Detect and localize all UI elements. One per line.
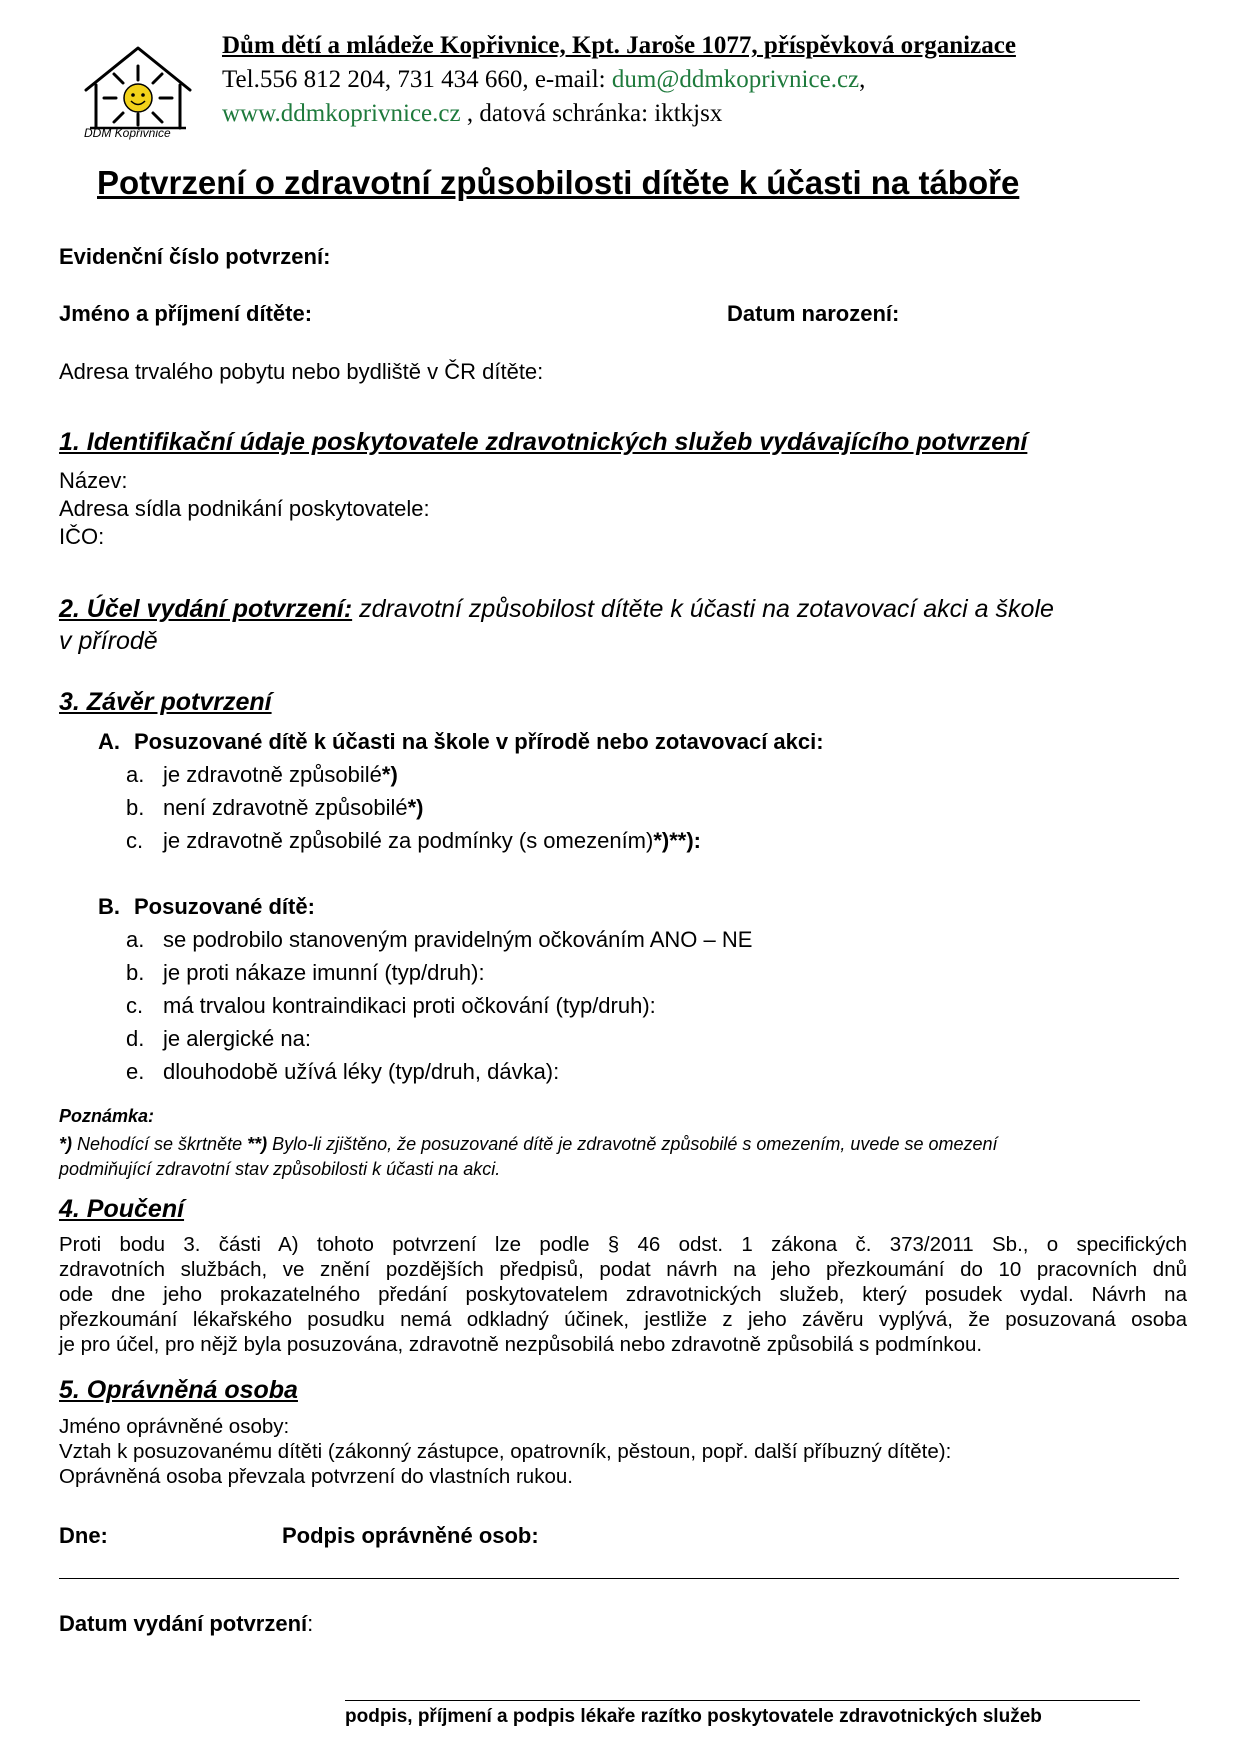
section2-text: zdravotní způsobilost dítěte k účasti na zotavovací akci a škole <box>352 595 1054 623</box>
section2-heading: 2. Účel vydání potvrzení: <box>59 595 353 623</box>
issue-date-colon: : <box>307 1611 314 1636</box>
item-suffix: *) <box>381 762 398 787</box>
item-text: není zdravotně způsobilé <box>163 795 408 820</box>
section4-heading: 4. Poučení <box>59 1195 185 1223</box>
email-link[interactable]: dum@ddmkoprivnice.cz <box>611 66 860 93</box>
address-label: Adresa trvalého pobytu nebo bydliště v ČR dítěte: <box>59 359 544 384</box>
section3-a-item <box>163 827 701 855</box>
section5-heading: 5. Oprávněná osoba <box>59 1376 298 1404</box>
section3-b-item: má trvalou kontraindikaci proti očkování (typ/druh): <box>163 993 656 1018</box>
signature-line <box>59 1578 1179 1579</box>
paragraph-line: Proti bodu 3. části A) tohoto potvrzení lze podle § 46 odst. 1 zákona č. 373/2011 Sb., o specifických <box>59 1233 1187 1256</box>
section3-a-item-marker: c. <box>126 828 144 853</box>
page-title: Potvrzení o zdravotní způsobilosti dítěte k účasti na táboře <box>97 164 1020 201</box>
doctor-signature-line <box>345 1700 1140 1701</box>
section5-lines <box>59 1414 951 1489</box>
databox-text: , datová schránka: iktkjsx <box>460 100 723 127</box>
paragraph-line: přezkoumání lékařského posudku nemá odkladný účinek, jestliže z jeho závěru vyplývá, že posuzovaná osoba <box>59 1308 1187 1331</box>
org-name: Dům dětí a mládeže Kopřivnice, Kpt. Jaroše 1077, příspěvková organizace <box>222 32 1016 59</box>
item-suffix: *) <box>407 795 424 820</box>
logo-caption: DDM Kopřivnice <box>84 126 171 140</box>
section3-a-item <box>163 794 424 822</box>
section3-b-item-marker: a. <box>126 927 145 952</box>
section3-a-item <box>163 761 398 789</box>
birth-date-label: Datum narození: <box>727 301 900 326</box>
item-suffix: *)**): <box>653 828 702 853</box>
section3-a-item-marker: a. <box>126 762 145 787</box>
received-statement: Oprávněná osoba převzala potvrzení do vlastních rukou. <box>59 1465 573 1488</box>
issue-date-label <box>59 1610 313 1638</box>
paragraph-line: ode dne jeho prokazatelného předání poskytovatelem zdravotnických služeb, který posudek vydal. Návrh na <box>59 1283 1187 1306</box>
org-contact <box>222 66 865 94</box>
issue-date-text: Datum vydání potvrzení <box>59 1611 308 1636</box>
note-text: Bylo-li zjištěno, že posuzované dítě je zdravotně způsobilé s omezením, uvede se omezení <box>267 1134 998 1154</box>
note-label: Poznámka: <box>59 1106 155 1126</box>
org-web <box>222 100 722 128</box>
section2-line1 <box>59 594 1054 624</box>
section4-paragraph <box>59 1232 1187 1357</box>
evidence-number-label: Evidenční číslo potvrzení: <box>59 244 331 269</box>
note-line1 <box>59 1133 998 1155</box>
section3-b-item-marker: c. <box>126 993 144 1018</box>
note-line2: podmiňující zdravotní stav způsobilosti k účasti na akci. <box>59 1159 501 1179</box>
provider-ico-label: IČO: <box>59 524 105 549</box>
relation-label: Vztah k posuzovanému dítěti (zákonný zástupce, opatrovník, pěstoun, popř. další příbuzný dítěte): <box>59 1440 952 1463</box>
section3-b-item: je alergické na: <box>163 1026 311 1051</box>
item-text: je zdravotně způsobilé <box>163 762 382 787</box>
provider-name-label: Název: <box>59 468 128 493</box>
contact-comma: , <box>859 66 866 93</box>
date-label: Dne: <box>59 1523 108 1548</box>
section2-line2: v přírodě <box>59 627 158 655</box>
item-text: je zdravotně způsobilé za podmínky (s omezením) <box>163 828 654 853</box>
section3-b-item: je proti nákaze imunní (typ/druh): <box>163 960 485 985</box>
section3-a-marker: A. <box>98 729 120 754</box>
section1-heading: 1. Identifikační údaje poskytovatele zdravotnických služeb vydávajícího potvrzení <box>59 428 1028 456</box>
note-marker: *) <box>59 1134 72 1154</box>
child-name-label: Jméno a příjmení dítěte: <box>59 301 313 326</box>
section3-b-label: Posuzované dítě: <box>134 894 315 919</box>
section3-b-item-marker: d. <box>126 1026 145 1051</box>
section3-a-label: Posuzované dítě k účasti na škole v přírodě nebo zotavovací akci: <box>134 729 824 754</box>
provider-address-label: Adresa sídla podnikání poskytovatele: <box>59 496 430 521</box>
website-link[interactable]: www.ddmkoprivnice.cz <box>222 100 461 127</box>
paragraph-line: zdravotních službách, ve znění pozdějších předpisů, podat návrh na jeho přezkoumání do 10 pracovních dnů <box>59 1258 1187 1281</box>
phone-text: Tel.556 812 204, 731 434 660, e-mail: <box>222 66 612 93</box>
section3-heading: 3. Závěr potvrzení <box>59 688 272 716</box>
section3-b-item: se podrobilo stanoveným pravidelným očkováním ANO – NE <box>163 927 753 952</box>
section3-b-item-marker: e. <box>126 1059 145 1084</box>
authorized-name-label: Jméno oprávněné osoby: <box>59 1415 290 1438</box>
section3-b-item: dlouhodobě užívá léky (typ/druh, dávka): <box>163 1059 560 1084</box>
paragraph-line: je pro účel, pro nějž byla posuzována, zdravotně nezpůsobilá nebo zdravotně způsobilá s podmínkou. <box>59 1333 983 1356</box>
note-marker: **) <box>247 1134 268 1154</box>
section3-b-item-marker: b. <box>126 960 145 985</box>
signature-label: Podpis oprávněné osob: <box>282 1523 539 1548</box>
doctor-signature-caption: podpis, příjmení a podpis lékaře razítko poskytovatele zdravotnických služeb <box>345 1706 1042 1727</box>
note-text: Nehodící se škrtněte <box>72 1134 248 1154</box>
section3-b-marker: B. <box>98 894 120 919</box>
section3-a-item-marker: b. <box>126 795 145 820</box>
